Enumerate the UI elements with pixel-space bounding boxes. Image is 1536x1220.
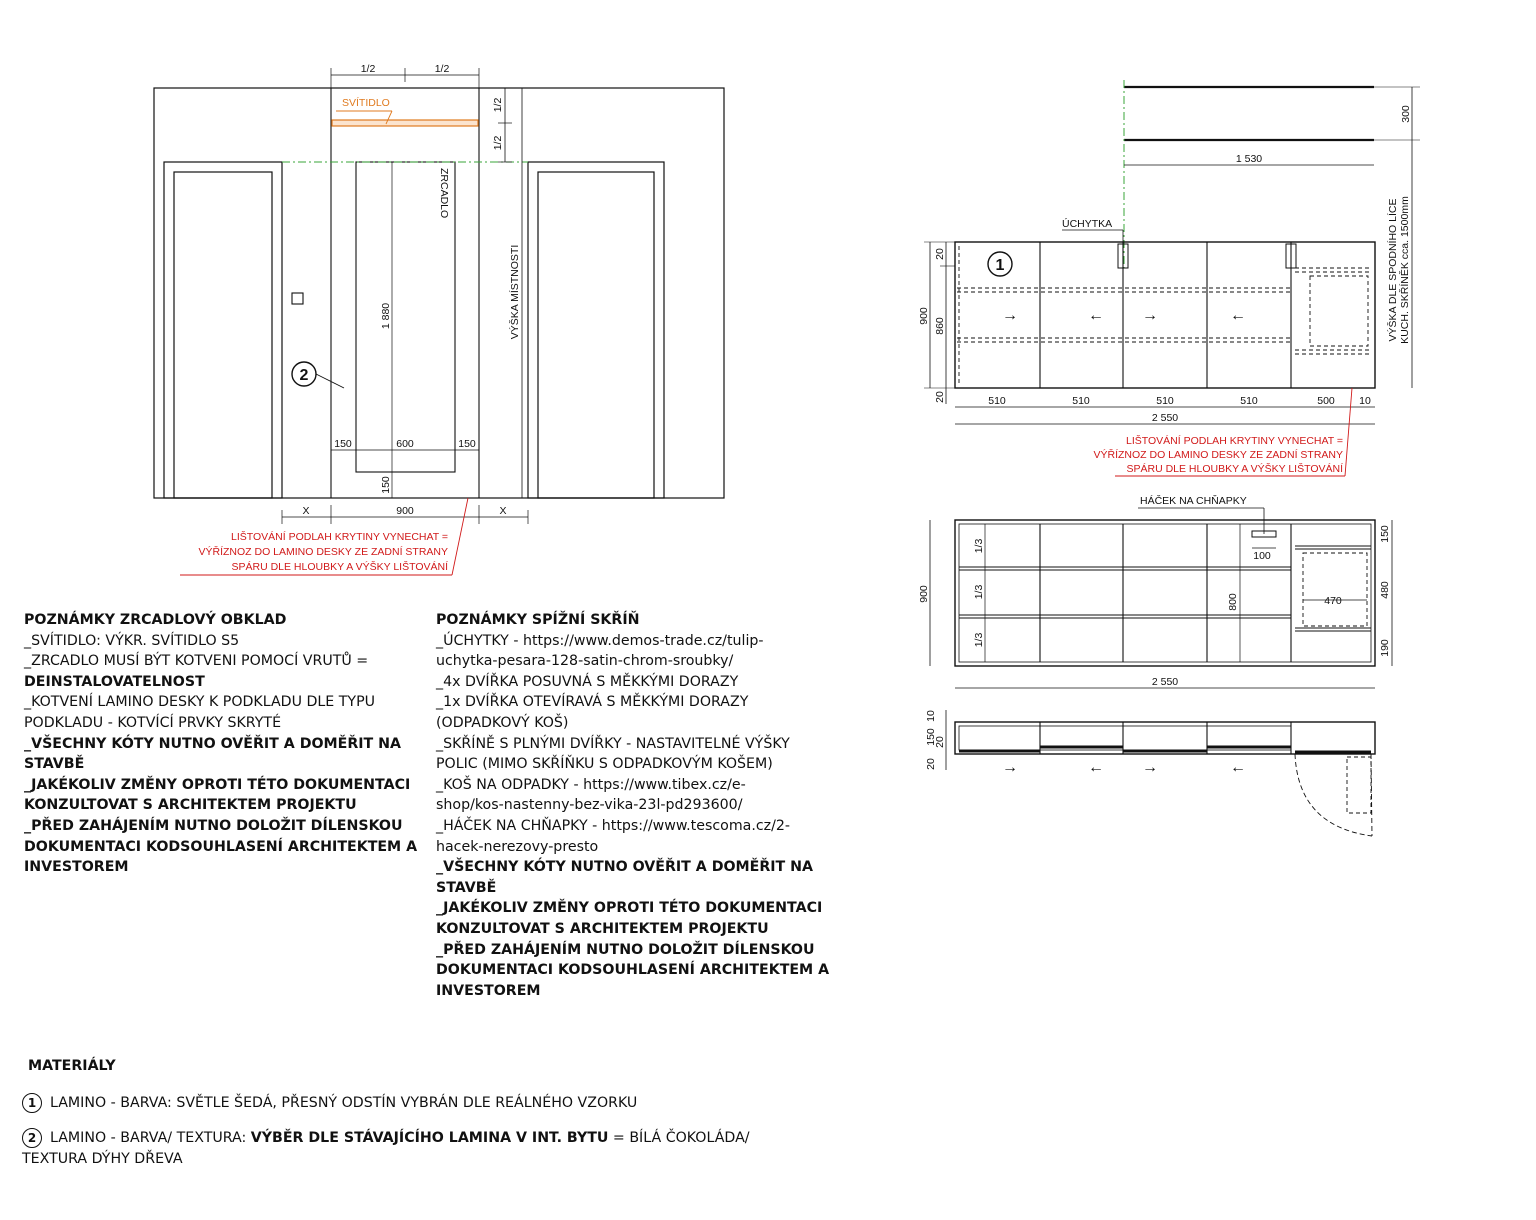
note-line: _JAKÉKOLIV ZMĚNY OPROTI TÉTO DOKUMENTACI bbox=[436, 900, 823, 917]
note-line: shop/kos-nastenny-bez-vika-23l-pd293600/ bbox=[436, 797, 743, 814]
note-line: _SVÍTIDLO: VÝKR. SVÍTIDLO S5 bbox=[24, 632, 240, 649]
top-dim-a: 1/2 bbox=[360, 63, 376, 75]
bottom-dim-a: 150 bbox=[334, 438, 352, 450]
plan-arrow-3: → bbox=[1142, 759, 1158, 776]
hook-label: HÁČEK NA CHŇAPKY bbox=[1140, 495, 1247, 507]
note-line: _ZRCADLO MUSÍ BÝT KOTVENI POMOCÍ VRUTŮ = bbox=[24, 653, 369, 670]
note-line: DOKUMENTACI KODSOUHLASENÍ ARCHITEKTEM A bbox=[436, 962, 830, 979]
note-line: INVESTOREM bbox=[24, 859, 129, 876]
hidden-shelves bbox=[957, 246, 1371, 384]
marker-2-num: 2 bbox=[299, 367, 309, 384]
shelf-width: 1 530 bbox=[1235, 153, 1263, 165]
note-line: _KOTVENÍ LAMINO DESKY K PODKLADU DLE TYPU bbox=[24, 694, 376, 711]
red-note-3: SPÁRU DLE HLOUBKY A VÝŠKY LIŠTOVÁNÍ bbox=[231, 561, 448, 573]
note-line: _4x DVÍŘKA POSUVNÁ S MĚKKÝMI DORAZY bbox=[436, 673, 739, 690]
cabinet-front-view bbox=[918, 80, 1420, 476]
width-dim-900: 900 bbox=[396, 505, 414, 517]
material-1-text: LAMINO - BARVA: SVĚTLE ŠEDÁ, PŘESNÝ ODSTÍN VYBRÁN DLE REÁLNÉHO VZORKU bbox=[50, 1095, 638, 1111]
note-line: _PŘED ZAHÁJENÍM NUTNO DOLOŽIT DÍLENSKOU bbox=[24, 817, 403, 834]
side-note-2: KUCH. SKŘÍNĚK cca. 1500mm bbox=[1399, 196, 1411, 344]
front-arrow-3: → bbox=[1142, 307, 1158, 324]
width-dim-x2: X bbox=[499, 505, 507, 517]
wall-outline bbox=[154, 88, 724, 498]
plan-arrow-2: ← bbox=[1088, 759, 1104, 776]
front-total: 2 550 bbox=[1151, 412, 1179, 424]
inside-total: 2 550 bbox=[1151, 676, 1179, 688]
note-line: POZNÁMKY SPÍŽNÍ SKŘÍŇ bbox=[436, 612, 640, 628]
right-dim-a: 1/2 bbox=[492, 97, 504, 113]
front-dim-3: 510 bbox=[1156, 395, 1174, 407]
inside-dim-900: 900 bbox=[918, 585, 930, 603]
top-dim-b: 1/2 bbox=[434, 63, 450, 75]
front-dim-6: 10 bbox=[1359, 395, 1371, 407]
third-1: 1/3 bbox=[973, 538, 985, 554]
right-door-frame bbox=[528, 162, 664, 498]
note-line: _HÁČEK NA CHŇAPKY - https://www.tescoma.cz/2- bbox=[436, 817, 791, 834]
note-line: _KOŠ NA ODPADKY - https://www.tibex.cz/e- bbox=[436, 776, 746, 793]
bottom-dim-c: 150 bbox=[458, 438, 476, 450]
hook-dim: 100 bbox=[1253, 550, 1271, 562]
front-arrow-4: ← bbox=[1230, 307, 1246, 324]
material-2-post: = BÍLÁ ČOKOLÁDA/ bbox=[608, 1130, 750, 1146]
left-dim-20a: 20 bbox=[934, 248, 946, 260]
note-line: (ODPADKOVÝ KOŠ) bbox=[436, 714, 569, 731]
light-label: SVÍTIDLO bbox=[342, 97, 390, 109]
material-2-line2: TEXTURA DÝHY DŘEVA bbox=[22, 1151, 183, 1167]
note-line: _PŘED ZAHÁJENÍM NUTNO DOLOŽIT DÍLENSKOU bbox=[436, 941, 815, 958]
material-2-marker: 2 bbox=[22, 1128, 42, 1148]
mirror-height-dim: 1 880 bbox=[380, 302, 392, 330]
inside-dim-470: 470 bbox=[1324, 595, 1342, 607]
inside-dim-800: 800 bbox=[1227, 593, 1239, 611]
mirror-elevation bbox=[154, 63, 724, 575]
plan-bin bbox=[1347, 757, 1371, 813]
front-dim-4: 510 bbox=[1240, 395, 1258, 407]
right-dim-480: 480 bbox=[1379, 581, 1391, 599]
note-line: _ÚCHYTKY - https://www.demos-trade.cz/tulip- bbox=[436, 632, 764, 649]
marker-2-leader bbox=[316, 374, 344, 388]
handle-label: ÚCHYTKA bbox=[1062, 218, 1113, 230]
door-swing-leaf bbox=[1371, 754, 1372, 836]
materials-title: MATERIÁLY bbox=[28, 1058, 116, 1074]
material-2 bbox=[22, 1128, 750, 1170]
material-2-pre: LAMINO - BARVA/ TEXTURA: bbox=[50, 1130, 251, 1146]
note-line: KONZULTOVAT S ARCHITEKTEM PROJEKTU bbox=[436, 920, 769, 937]
front-note-3: SPÁRU DLE HLOUBKY A VÝŠKY LIŠTOVÁNÍ bbox=[1126, 463, 1343, 475]
right-dim-b: 1/2 bbox=[492, 135, 504, 151]
front-dim-1: 510 bbox=[988, 395, 1006, 407]
left-dim-900: 900 bbox=[918, 307, 930, 325]
front-note-2: VÝŘÍZNOZ DO LAMINO DESKY ZE ZADNÍ STRANY bbox=[1093, 449, 1343, 461]
note-line: POLIC (MIMO SKŘÍŇKU S ODPADKOVÝM KOŠEM) bbox=[436, 756, 773, 773]
material-1-marker: 1 bbox=[22, 1093, 42, 1113]
note-line: PODKLADU - KOTVÍCÍ PRVKY SKRYTÉ bbox=[24, 714, 282, 731]
door-swing bbox=[1295, 754, 1372, 836]
front-note-1: LIŠTOVÁNÍ PODLAH KRYTINY VYNECHAT = bbox=[1126, 435, 1343, 447]
note-line: _1x DVÍŘKA OTEVÍRAVÁ S MĚKKÝMI DORAZY bbox=[436, 694, 749, 711]
inside-inner bbox=[959, 524, 1371, 662]
notes-mirror bbox=[24, 610, 417, 878]
third-2: 1/3 bbox=[973, 584, 985, 600]
side-note-1: VÝŠKA DLE SPODNÍHO LÍCE bbox=[1387, 198, 1399, 342]
front-note-leader bbox=[1345, 388, 1352, 476]
note-line: DOKUMENTACI KODSOUHLASENÍ ARCHITEKTEM A bbox=[24, 838, 418, 855]
note-line: DEINSTALOVATELNOST bbox=[24, 673, 205, 690]
right-dim-150: 150 bbox=[1379, 525, 1391, 543]
note-line: INVESTOREM bbox=[436, 982, 541, 999]
left-dim-20b: 20 bbox=[934, 391, 946, 403]
note-line: _VŠECHNY KÓTY NUTNO OVĚŘIT A DOMĚŘIT NA bbox=[436, 859, 814, 876]
bottom-offset-dim: 150 bbox=[380, 476, 392, 494]
plan-dim-20b: 20 bbox=[925, 758, 937, 770]
plan-arrow-1: → bbox=[1002, 759, 1018, 776]
hidden-bin bbox=[1310, 276, 1368, 346]
plan-dim-10: 10 bbox=[925, 710, 937, 722]
plan-dim-150: 150 bbox=[925, 728, 937, 746]
note-line: POZNÁMKY ZRCADLOVÝ OBKLAD bbox=[24, 612, 287, 628]
note-leader bbox=[452, 498, 468, 575]
note-line: _VŠECHNY KÓTY NUTNO OVĚŘIT A DOMĚŘIT NA bbox=[24, 735, 402, 752]
room-height-label: VÝŠKA MÍSTNOSTI bbox=[509, 244, 521, 340]
note-line: STAVBĚ bbox=[436, 879, 497, 896]
switch-icon bbox=[292, 293, 303, 304]
front-arrow-2: ← bbox=[1088, 307, 1104, 324]
plan-dim-20a: 20 bbox=[934, 736, 946, 748]
plan-arrow-4: ← bbox=[1230, 759, 1246, 776]
bin-outline bbox=[1303, 553, 1367, 626]
right-door-leaf bbox=[538, 172, 654, 498]
bottom-dim-b: 600 bbox=[396, 438, 414, 450]
cabinet-plan-view bbox=[925, 710, 1375, 836]
cabinet-inside-view bbox=[918, 494, 1392, 688]
shelf-dim: 300 bbox=[1400, 105, 1412, 123]
note-line: _SKŘÍNĚ S PLNÝMI DVÍŘKY - NASTAVITELNÉ VÝŠKY bbox=[436, 735, 790, 752]
front-dim-2: 510 bbox=[1072, 395, 1090, 407]
light-fixture bbox=[332, 120, 478, 126]
left-door-leaf bbox=[174, 172, 272, 498]
front-carcass bbox=[955, 242, 1375, 388]
notes-pantry bbox=[436, 610, 829, 1001]
red-note-2: VÝŘÍZNOZ DO LAMINO DESKY ZE ZADNÍ STRANY bbox=[198, 546, 448, 558]
note-line: hacek-nerezovy-presto bbox=[436, 838, 599, 855]
front-dim-5: 500 bbox=[1317, 395, 1335, 407]
left-dim-860: 860 bbox=[934, 317, 946, 335]
note-line: uchytka-pesara-128-satin-chrom-sroubky/ bbox=[436, 653, 734, 670]
width-dim-x1: X bbox=[302, 505, 310, 517]
mirror-label: ZRCADLO bbox=[438, 168, 450, 219]
third-3: 1/3 bbox=[973, 632, 985, 648]
material-1 bbox=[22, 1093, 637, 1114]
note-line: KONZULTOVAT S ARCHITEKTEM PROJEKTU bbox=[24, 797, 357, 814]
note-line: STAVBĚ bbox=[24, 756, 85, 773]
left-door-frame bbox=[164, 162, 282, 498]
inside-carcass bbox=[955, 520, 1375, 666]
front-arrow-1: → bbox=[1002, 307, 1018, 324]
marker-1-num: 1 bbox=[995, 257, 1005, 274]
material-2-bold: VÝBĚR DLE STÁVAJÍCÍHO LAMINA V INT. BYTU bbox=[250, 1130, 609, 1146]
red-note-1: LIŠTOVÁNÍ PODLAH KRYTINY VYNECHAT = bbox=[231, 531, 448, 543]
plan-outline bbox=[955, 722, 1375, 754]
note-line: _JAKÉKOLIV ZMĚNY OPROTI TÉTO DOKUMENTACI bbox=[24, 776, 411, 793]
right-dim-190: 190 bbox=[1379, 639, 1391, 657]
